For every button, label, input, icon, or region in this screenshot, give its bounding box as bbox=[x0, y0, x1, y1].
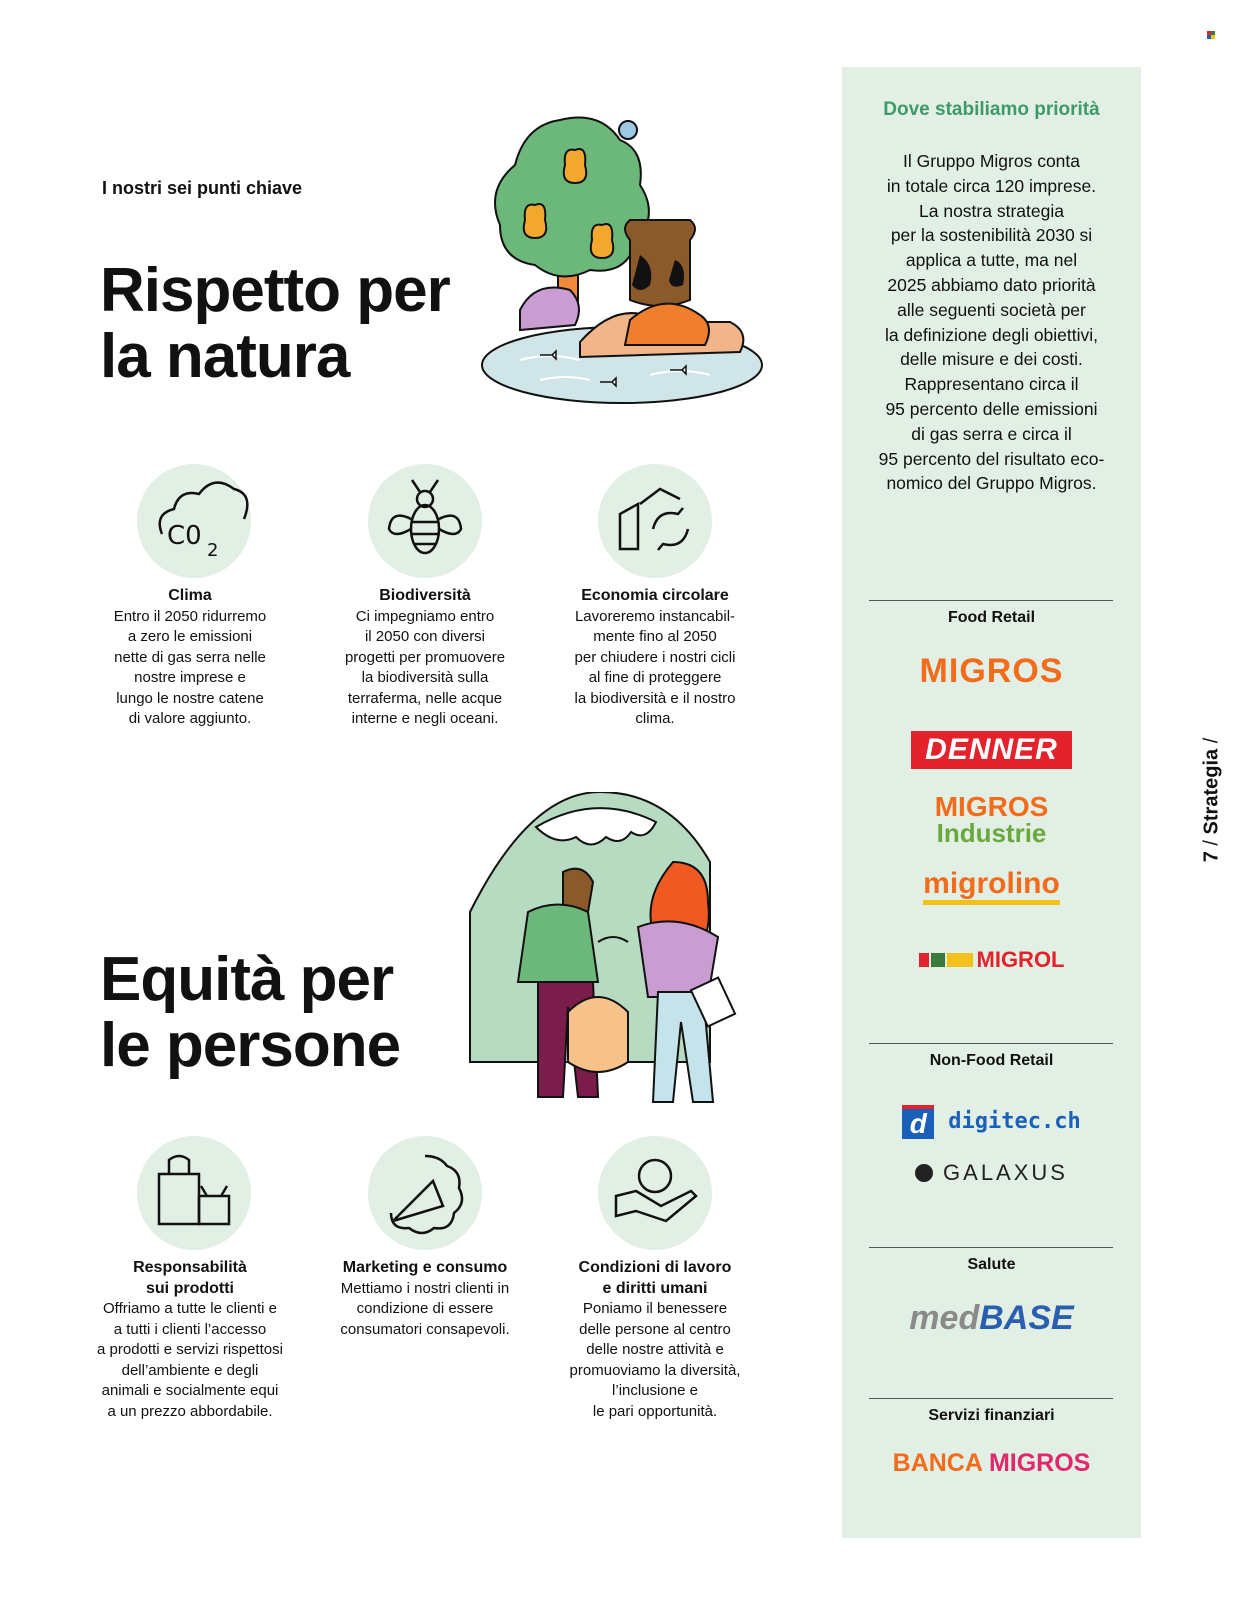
corner-mark-icon bbox=[1207, 31, 1215, 39]
feature-text-line: a zero le emissioni bbox=[127, 628, 253, 645]
divider bbox=[869, 1247, 1113, 1248]
feature-title: Biodiversità bbox=[379, 587, 471, 604]
feature-text-line: nostre imprese e bbox=[134, 669, 246, 686]
side-label-text bbox=[1201, 738, 1224, 863]
galaxus-wordmark: GALAXUS bbox=[943, 1160, 1068, 1185]
feature-text-line: Entro il 2050 ridurremo bbox=[113, 607, 267, 625]
logo-migrol bbox=[842, 947, 1141, 973]
medbase-part2: BASE bbox=[979, 1299, 1074, 1337]
sidebar-text-line: delle misure e dei costi. bbox=[900, 349, 1083, 370]
galaxus-icon bbox=[915, 1164, 933, 1182]
sidebar-text-line: alle seguenti società per bbox=[897, 299, 1086, 320]
separator: / bbox=[1200, 840, 1223, 846]
sidebar-text-line: 95 percento del risultato eco- bbox=[878, 448, 1105, 469]
feature-text-line: delle persone al centro bbox=[579, 1320, 731, 1338]
svg-text:C0: C0 bbox=[167, 521, 202, 551]
feature-text-line: progetti per promuovere bbox=[344, 648, 506, 666]
feature-marketing bbox=[305, 1258, 545, 1340]
feature-text-line: consumatori consapevoli. bbox=[340, 1320, 510, 1338]
sidebar-text-line: 2025 abbiamo dato priorità bbox=[887, 274, 1096, 295]
feature-text-line: per chiudere i nostri cicli bbox=[574, 648, 736, 666]
feature-economia-circolare bbox=[535, 586, 775, 730]
nature-illustration bbox=[480, 110, 780, 410]
sidebar-text-line: Rappresentano circa il bbox=[904, 374, 1079, 395]
divider bbox=[869, 1043, 1113, 1044]
feature-text-line: Lavoreremo instancabil- bbox=[574, 607, 736, 625]
feature-text-line: il 2050 con diversi bbox=[364, 628, 486, 645]
section-title-people bbox=[100, 947, 520, 1079]
mi-line1: MIGROS bbox=[934, 791, 1049, 822]
feature-biodiversita bbox=[305, 586, 545, 730]
digitec-d-icon: d bbox=[902, 1105, 934, 1139]
title-line: la natura bbox=[100, 322, 350, 391]
logo-galaxus bbox=[842, 1160, 1141, 1186]
sidebar-text-line: per la sostenibilità 2030 si bbox=[890, 225, 1093, 246]
feature-text-line: promuoviamo la diversità, bbox=[569, 1361, 741, 1379]
sidebar-text-line: nomico del Gruppo Migros. bbox=[886, 473, 1097, 494]
denner-wordmark: DENNER bbox=[911, 731, 1072, 769]
co2-cloud-icon bbox=[137, 464, 251, 578]
page-number: 7 bbox=[1200, 851, 1223, 863]
category-non-food-retail: Non-Food Retail bbox=[929, 1052, 1054, 1069]
section-name: Strategia bbox=[1200, 748, 1223, 835]
feature-text-line: Poniamo il benessere bbox=[582, 1300, 728, 1317]
migrolino-wordmark: migrolino bbox=[923, 867, 1060, 905]
logo-banca-migros bbox=[842, 1449, 1141, 1478]
sidebar-text-line: Il Gruppo Migros conta bbox=[902, 151, 1081, 171]
feature-text-line: dell’ambiente e degli bbox=[121, 1361, 259, 1379]
feature-text-line: al fine di proteggere bbox=[588, 669, 722, 686]
divider bbox=[869, 1398, 1113, 1399]
feature-text-line: lungo le nostre catene bbox=[116, 689, 264, 707]
feature-title: e diritti umani bbox=[602, 1279, 708, 1297]
feature-text-line: a prodotti e servizi rispettosi bbox=[97, 1341, 283, 1358]
sidebar-text-line: in totale circa 120 imprese. bbox=[886, 175, 1097, 196]
logo-medbase bbox=[842, 1299, 1141, 1338]
logo-digitec bbox=[842, 1105, 1141, 1139]
feature-title: Marketing e consumo bbox=[342, 1259, 508, 1276]
title-line: Equità per bbox=[100, 945, 394, 1014]
feature-text-line: Ci impegniamo entro bbox=[355, 607, 495, 625]
feature-text-line: la biodiversità e il nostro bbox=[574, 689, 736, 707]
mi-line2: Industrie bbox=[936, 818, 1047, 848]
feature-text-line: condizione di essere bbox=[356, 1300, 494, 1317]
migrol-stripe bbox=[947, 953, 973, 967]
priority-sidebar bbox=[842, 67, 1141, 1538]
feature-text-line: Offriamo a tutte le clienti e bbox=[103, 1300, 277, 1317]
feature-title: Clima bbox=[168, 587, 212, 604]
category-finance: Servizi finanziari bbox=[928, 1407, 1055, 1424]
logo-denner bbox=[842, 731, 1141, 769]
feature-text-line: delle nostre attività e bbox=[586, 1341, 724, 1358]
svg-text:2: 2 bbox=[207, 540, 219, 561]
feature-condizioni-lavoro bbox=[535, 1258, 775, 1422]
migrol-stripe bbox=[919, 953, 929, 967]
feature-text-line: mente fino al 2050 bbox=[593, 628, 717, 645]
digitec-wordmark: digitec.ch bbox=[948, 1109, 1081, 1134]
bee-icon bbox=[368, 464, 482, 578]
migrol-stripe bbox=[931, 953, 945, 967]
people-illustration bbox=[468, 792, 768, 1142]
migrol-wordmark: MIGROL bbox=[976, 947, 1065, 972]
sidebar-text-line: La nostra strategia bbox=[919, 200, 1064, 221]
feature-text-line: le pari opportunità. bbox=[592, 1402, 718, 1420]
feature-text-line: interne e negli oceani. bbox=[351, 710, 499, 727]
sidebar-text-line: la definizione degli obiettivi, bbox=[884, 324, 1099, 345]
sidebar-text-line: di gas serra e circa il bbox=[911, 423, 1072, 444]
sidebar-title: Dove stabiliamo priorità bbox=[883, 99, 1100, 120]
separator: / bbox=[1200, 737, 1223, 744]
banca-part1: BANCA bbox=[892, 1449, 982, 1477]
title-line: Rispetto per bbox=[100, 256, 450, 325]
section-side-label bbox=[1182, 700, 1242, 900]
feature-text-line: clima. bbox=[635, 710, 675, 727]
sidebar-text-line: 95 percento delle emissioni bbox=[885, 398, 1098, 419]
recycle-icon bbox=[598, 464, 712, 578]
divider bbox=[869, 600, 1113, 601]
section-title-nature bbox=[100, 258, 520, 390]
feature-text-line: la biodiversità sulla bbox=[361, 669, 489, 686]
feature-text-line: nette di gas serra nelle bbox=[114, 648, 266, 666]
megaphone-icon bbox=[368, 1136, 482, 1250]
medbase-part1: med bbox=[909, 1299, 980, 1337]
title-line: le persone bbox=[100, 1011, 401, 1080]
kicker-text: I nostri sei punti chiave bbox=[102, 178, 303, 198]
feature-text-line: a un prezzo abbordabile. bbox=[107, 1402, 273, 1420]
logo-migrolino bbox=[842, 867, 1141, 901]
feature-title: Condizioni di lavoro bbox=[578, 1259, 732, 1276]
feature-text-line: a tutti i clienti l’accesso bbox=[113, 1320, 267, 1338]
shopping-bag-tv-icon bbox=[137, 1136, 251, 1250]
category-food-retail: Food Retail bbox=[947, 609, 1036, 626]
handshake-globe-icon bbox=[598, 1136, 712, 1250]
feature-title: sui prodotti bbox=[146, 1279, 234, 1297]
sidebar-text bbox=[862, 149, 1121, 496]
feature-text-line: Mettiamo i nostri clienti in bbox=[340, 1279, 510, 1297]
feature-text-line: animali e socialmente equi bbox=[101, 1382, 279, 1399]
logo-migros: MIGROS bbox=[919, 652, 1064, 690]
banca-part2: MIGROS bbox=[988, 1449, 1091, 1477]
category-health: Salute bbox=[967, 1256, 1016, 1273]
sidebar-text-line: applica a tutte, ma nel bbox=[905, 250, 1078, 271]
logo-migros-industrie bbox=[842, 791, 1141, 848]
feature-text-line: l’inclusione e bbox=[612, 1382, 698, 1399]
feature-title: Economia circolare bbox=[581, 587, 729, 604]
feature-text-line: di valore aggiunto. bbox=[128, 710, 252, 727]
feature-clima bbox=[70, 586, 310, 730]
feature-title: Responsabilità bbox=[133, 1259, 247, 1276]
feature-text-line: terraferma, nelle acque bbox=[347, 689, 503, 707]
feature-responsabilita bbox=[70, 1258, 310, 1422]
